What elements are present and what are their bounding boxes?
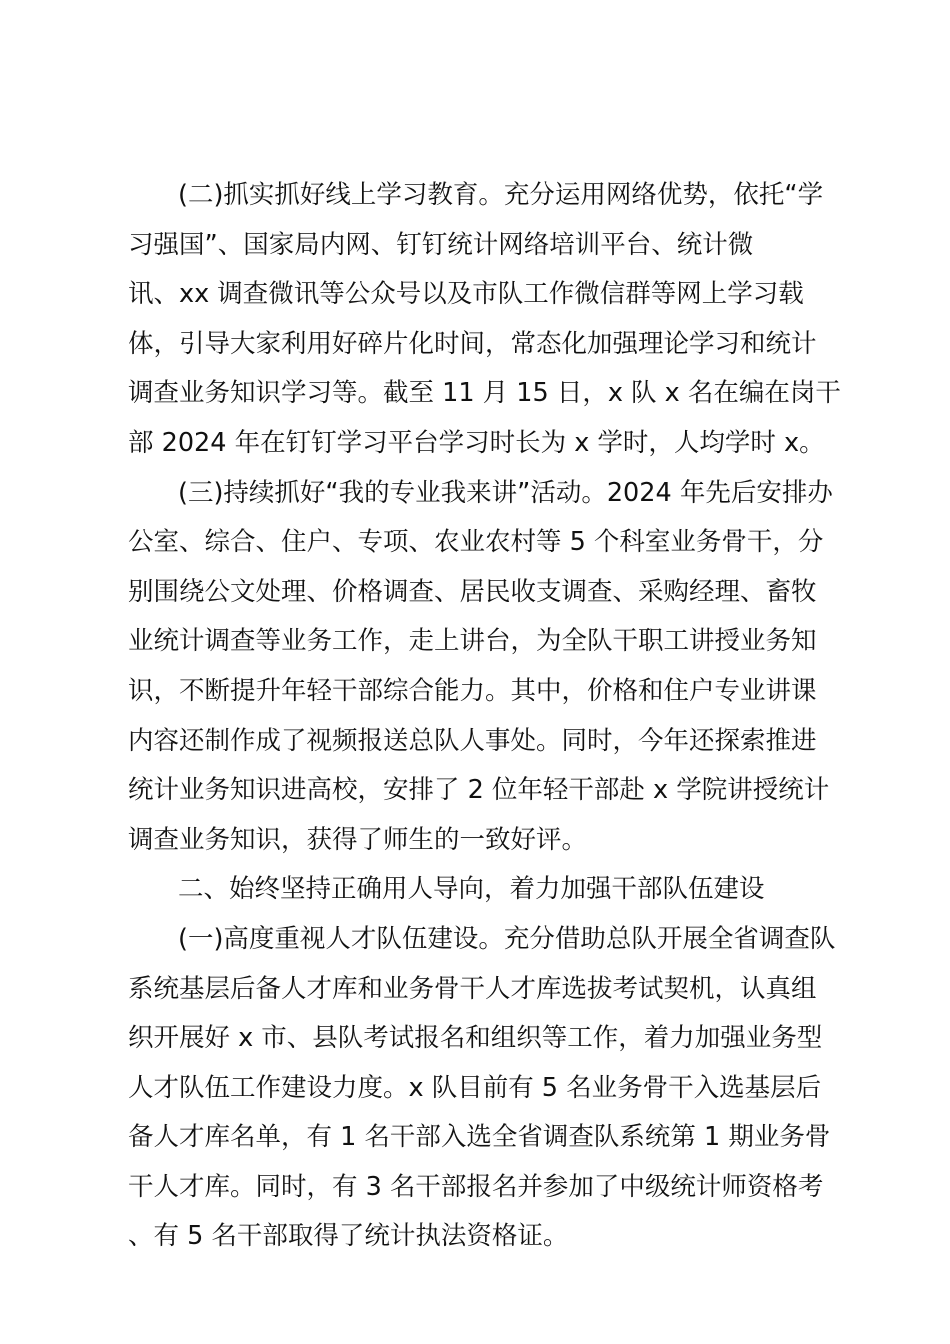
paragraph-line: 系统基层后备人才库和业务骨干人才库选拔考试契机，认真组 xyxy=(128,973,817,1004)
body-text xyxy=(128,171,841,1262)
paragraph-line: 调查业务知识学习等。截至 11 月 15 日，x 队 x 名在编在岗干 xyxy=(128,378,841,409)
paragraph-line: 业统计调查等业务工作，走上讲台，为全队干职工讲授业务知 xyxy=(128,626,817,657)
paragraph-line: 别围绕公文处理、价格调查、居民收支调查、采购经理、畜牧 xyxy=(128,576,817,607)
paragraph-line: 体，引导大家利用好碎片化时间，常态化加强理论学习和统计 xyxy=(128,328,817,359)
paragraph-line: 人才队伍工作建设力度。x 队目前有 5 名业务骨干入选基层后 xyxy=(128,1072,822,1103)
paragraph-line: 识，不断提升年轻干部综合能力。其中，价格和住户专业讲课 xyxy=(128,675,817,706)
paragraph-line: (三)持续抓好“我的专业我来讲”活动。2024 年先后安排办 xyxy=(178,477,833,508)
paragraph-line: 统计业务知识进高校，安排了 2 位年轻干部赴 x 学院讲授统计 xyxy=(128,775,830,806)
paragraph-line: 织开展好 x 市、县队考试报名和组织等工作，着力加强业务型 xyxy=(128,1023,823,1054)
paragraph-line: (一)高度重视人才队伍建设。充分借助总队开展全省调查队 xyxy=(178,923,836,954)
paragraph-line: 习强国”、国家局内网、钉钉统计网络培训平台、统计微 xyxy=(128,229,754,260)
paragraph-line: 干人才库。同时，有 3 名干部报名并参加了中级统计师资格考 xyxy=(128,1171,824,1202)
paragraph-line: 讯、xx 调查微讯等公众号以及市队工作微信群等网上学习载 xyxy=(128,279,804,310)
section-heading: 二、始终坚持正确用人导向，着力加强干部队伍建设 xyxy=(178,874,765,905)
paragraph-line: 、有 5 名干部取得了统计执法资格证。 xyxy=(128,1221,569,1252)
paragraph-line: 调查业务知识，获得了师生的一致好评。 xyxy=(128,824,588,855)
paragraph-line: 公室、综合、住户、专项、农业农村等 5 个科室业务骨干，分 xyxy=(128,527,824,558)
paragraph-line: 内容还制作成了视频报送总队人事处。同时，今年还探索推进 xyxy=(128,725,817,756)
paragraph-line: (二)抓实抓好线上学习教育。充分运用网络优势，依托“学 xyxy=(178,180,824,210)
paragraph-line: 备人才库名单，有 1 名干部入选全省调查队系统第 1 期业务骨 xyxy=(128,1122,831,1153)
paragraph-line: 部 2024 年在钉钉学习平台学习时长为 x 学时，人均学时 x。 xyxy=(128,427,825,458)
